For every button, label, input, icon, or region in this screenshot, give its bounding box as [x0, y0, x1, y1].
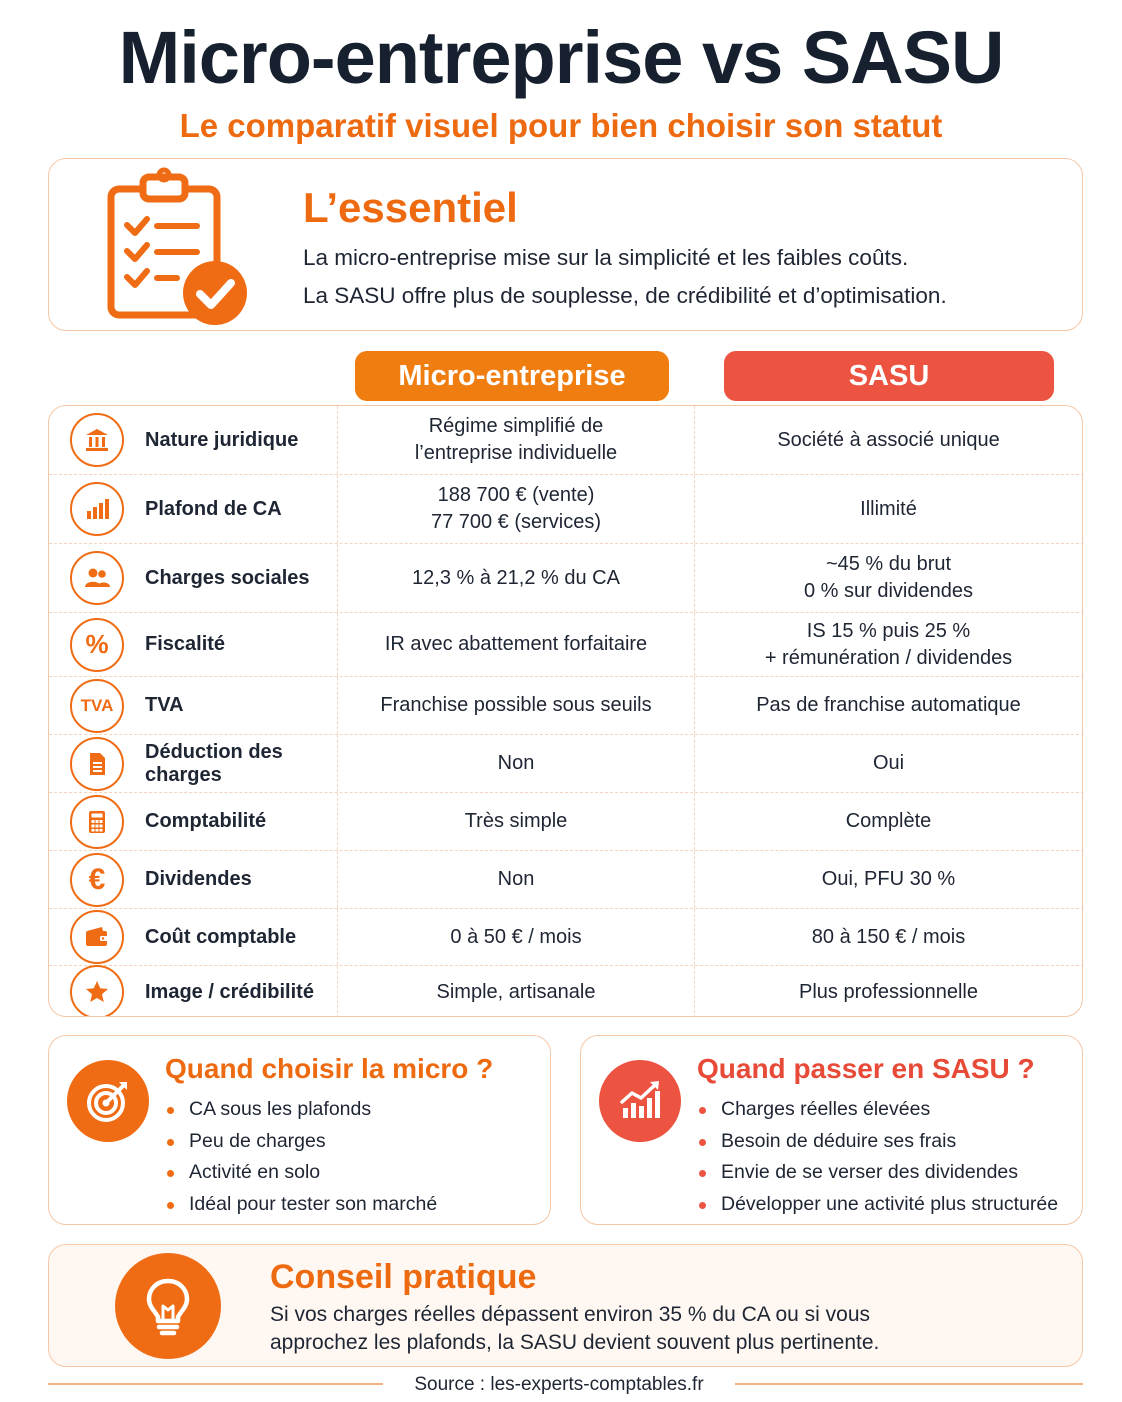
conseil-line-1: Si vos charges réelles dépassent environ 35 % du CA ou si vous: [270, 1303, 871, 1326]
sasu-value: Oui: [872, 752, 905, 774]
essentiel-text: [303, 239, 947, 315]
lightbulb-icon: [115, 1253, 221, 1359]
row-label: Comptabilité: [145, 793, 338, 850]
footer-divider-left: [48, 1383, 383, 1385]
micro-value: 188 700 € (vente) 77 700 € (services): [338, 475, 695, 543]
list-item: Charges réelles élevées: [697, 1094, 1058, 1126]
target-icon: [67, 1060, 149, 1142]
sasu-value: Plus professionnelle: [799, 980, 978, 1003]
row-label: Plafond de CA: [145, 475, 338, 543]
euro-icon: €: [70, 853, 124, 907]
row-label: Nature juridique: [145, 406, 338, 474]
sasu-value: ~45 % du brut 0 % sur dividendes: [804, 553, 973, 602]
row-label: Charges sociales: [145, 544, 338, 612]
clipboard-check-icon: [105, 167, 255, 327]
bar-chart-icon: [70, 482, 124, 536]
people-icon: [70, 551, 124, 605]
when-sasu-list: [697, 1094, 1058, 1220]
star-icon: [70, 965, 124, 1017]
table-row: [49, 909, 1083, 966]
sasu-value: 80 à 150 € / mois: [811, 925, 966, 948]
essentiel-line-2: La SASU offre plus de souplesse, de crédibilité et d’optimisation.: [303, 283, 947, 308]
micro-value: Très simple: [338, 793, 695, 850]
list-item: Activité en solo: [165, 1157, 437, 1189]
row-label: Dividendes: [145, 851, 338, 908]
page-title: Micro-entreprise vs SASU: [118, 16, 1004, 99]
sasu-value: Complète: [845, 810, 932, 832]
sasu-value: Pas de franchise automatique: [756, 694, 1021, 716]
table-row: [49, 613, 1083, 677]
column-header-micro: Micro-entreprise: [355, 351, 669, 401]
micro-value: Simple, artisanale: [338, 966, 695, 1017]
growth-chart-icon: [599, 1060, 681, 1142]
when-sasu-card: [580, 1035, 1083, 1225]
table-row: [49, 544, 1083, 613]
table-row: [49, 677, 1083, 735]
micro-value: 12,3 % à 21,2 % du CA: [338, 544, 695, 612]
row-label: Fiscalité: [145, 613, 338, 676]
column-header-sasu: SASU: [724, 351, 1054, 401]
list-item: CA sous les plafonds: [165, 1094, 437, 1126]
micro-value: Régime simplifié de l’entreprise individuelle: [338, 406, 695, 474]
tva-icon: TVA: [70, 679, 124, 733]
page-subtitle: Le comparatif visuel pour bien choisir son statut: [179, 107, 943, 144]
essentiel-line-1: La micro-entreprise mise sur la simplicité et les faibles coûts.: [303, 245, 909, 270]
when-micro-card: [48, 1035, 551, 1225]
list-item: Développer une activité plus structurée: [697, 1189, 1058, 1221]
micro-value: Franchise possible sous seuils: [338, 677, 695, 734]
row-label: Déduction des charges: [145, 735, 338, 792]
micro-value: Non: [338, 735, 695, 792]
sasu-value: IS 15 % puis 25 % + rémunération / dividendes: [764, 619, 1013, 669]
row-label: TVA: [145, 677, 338, 734]
table-row: [49, 793, 1083, 851]
wallet-icon: [70, 910, 124, 964]
table-row: [49, 406, 1083, 475]
row-label: Image / crédibilité: [145, 966, 338, 1017]
document-icon: [70, 737, 124, 791]
bank-icon: [70, 413, 124, 467]
when-micro-title: Quand choisir la micro ?: [165, 1053, 494, 1084]
when-micro-list: [165, 1094, 437, 1220]
sasu-value: Illimité: [860, 497, 917, 520]
essentiel-card: [48, 158, 1083, 331]
list-item: Besoin de déduire ses frais: [697, 1126, 1058, 1158]
row-label: Coût comptable: [145, 909, 338, 965]
micro-value: IR avec abattement forfaitaire: [338, 613, 695, 676]
source-footer: Source : les-experts-comptables.fr: [414, 1374, 704, 1395]
sasu-value: Société à associé unique: [777, 428, 1000, 451]
percent-icon: %: [70, 618, 124, 672]
micro-value: 0 à 50 € / mois: [338, 909, 695, 965]
conseil-line-2: approchez les plafonds, la SASU devient souvent plus pertinente.: [270, 1331, 880, 1354]
essentiel-title: L’essentiel: [303, 184, 518, 231]
conseil-text: [270, 1301, 970, 1357]
list-item: Peu de charges: [165, 1126, 437, 1158]
table-row: [49, 966, 1083, 1017]
calculator-icon: [70, 795, 124, 849]
micro-value: Non: [338, 851, 695, 908]
conseil-title: Conseil pratique: [270, 1258, 537, 1296]
sasu-value: Oui, PFU 30 %: [821, 868, 956, 890]
table-row: [49, 735, 1083, 793]
footer-divider-right: [735, 1383, 1083, 1385]
comparison-table: [48, 405, 1083, 1017]
list-item: Idéal pour tester son marché: [165, 1189, 437, 1221]
when-sasu-title: Quand passer en SASU ?: [697, 1053, 1035, 1084]
conseil-card: [48, 1244, 1083, 1367]
list-item: Envie de se verser des dividendes: [697, 1157, 1058, 1189]
table-row: [49, 851, 1083, 909]
table-row: [49, 475, 1083, 544]
